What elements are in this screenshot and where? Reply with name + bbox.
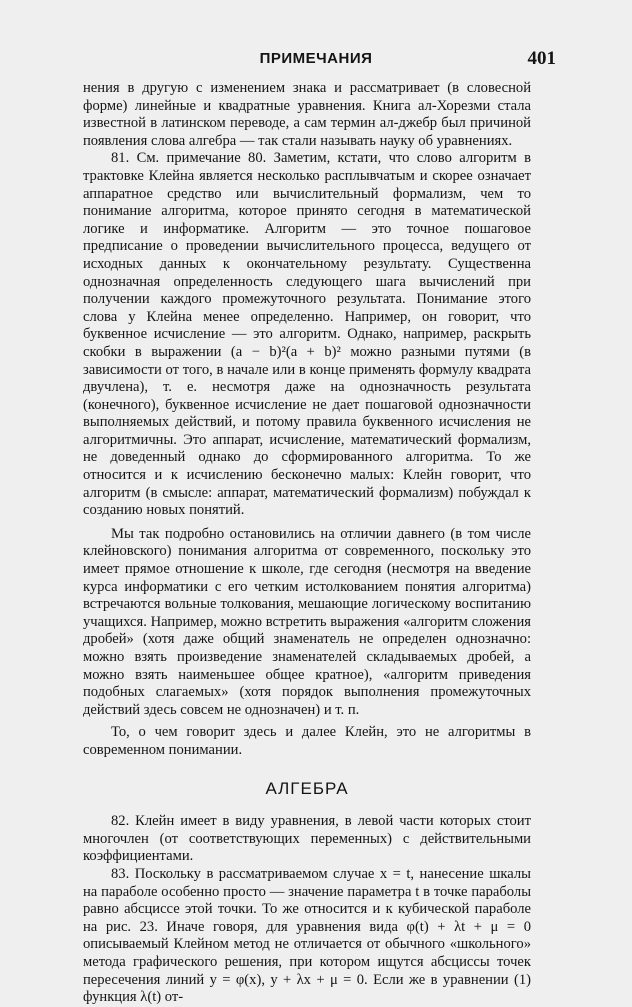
note-81-conclusion: То, о чем говорит здесь и далее Клейн, это не алгоритмы в современном понимании. — [83, 724, 531, 758]
section-heading: АЛГЕБРА — [265, 778, 349, 798]
running-head: ПРИМЕЧАНИЯ — [259, 50, 373, 67]
paragraph-continuation: нения в другую с изменением знака и рассматривает (в словесной форме) линейные и квадратные уравнения. Книга ал-Хорезми стала известной в латинском переводе, а сам термин ал-джебр был причиной появления слова алгебра — так стали называть науку об уравнениях. — [83, 80, 531, 149]
page-header — [0, 48, 632, 76]
page-number: 401 — [527, 48, 556, 69]
body-text — [83, 80, 531, 1007]
note-81: 81. См. примечание 80. Заметим, кстати, что слово алгоритм в трактовке Клейна является несколько расплывчатым и скорее означает аппаратное средство или вычислительный формализм, чем то понимание алгоритма, которое принято сегодня в математической логике и информатике. Алгоритм — это точное пошаговое предписание о проведении вычислительного процесса, ведущего от исходных данных к окончательному результату. Существенна однозначная определенность следующего шага вычислений при получении каждого промежуточного результата. Понимание этого слова у Клейна менее определенно. Например, он говорит, что буквенное исчисление — это алгоритм. Однако, например, раскрыть скобки в выражении (a − b)²(a + b)² можно разными путями (в зависимости от того, в начале или в конце применять формулу квадрата двучлена), т. е. несмотря даже на однозначность результата (конечного), буквенное исчисление не дает пошаговой однозначности выполняемых действий, и потому правила буквенного исчисления не алгоритмичны. Это аппарат, исчисление, математический формализм, не доведенный однако до сформированного алгоритма. То же относится и к исчислению бесконечно малых: Клейн говорит, что алгоритм (в смысле: аппарат, математический формализм) побуждал к созданию новых понятий. — [83, 150, 531, 519]
note-81-continued: Мы так подробно остановились на отличии давнего (в том числе клейновского) понимания алгоритма от современного, поскольку это имеет прямое отношение к школе, где сегодня (несмотря на введение курса информатики с его четким истолкованием понятия алгоритма) встречаются вольные толкования, мешающие логическому воспитанию учащихся. Например, можно встретить выражения «алгоритм сложения дробей» (хотя даже общий знаменатель не определен однозначно: можно взять произведение знаменателей складываемых дробей, а можно взять наименьшее общее кратное), «алгоритм приведения подобных слагаемых» (хотя порядок выполнения промежуточных действий здесь совсем не однозначен) и т. п. — [83, 525, 531, 718]
note-82: 82. Клейн имеет в виду уравнения, в левой части которых стоит многочлен (от соответствующих переменных) с действительными коэффициентами. — [83, 813, 531, 865]
note-83: 83. Поскольку в рассматриваемом случае x = t, нанесение шкалы на параболе особенно просто — значение параметра t в точке параболы равно абсциссе этой точки. То же относится и к кубической параболе на рис. 23. Иначе говоря, для уравнения вида φ(t) + λt + μ = 0 описываемый Клейном метод не отличается от обычного «школьного» метода графического решения, при котором ищутся абсциссы точек пересечения линий y = φ(x), y + λx + μ = 0. Если же в уравнении (1) функция λ(t) от- — [83, 865, 531, 1006]
